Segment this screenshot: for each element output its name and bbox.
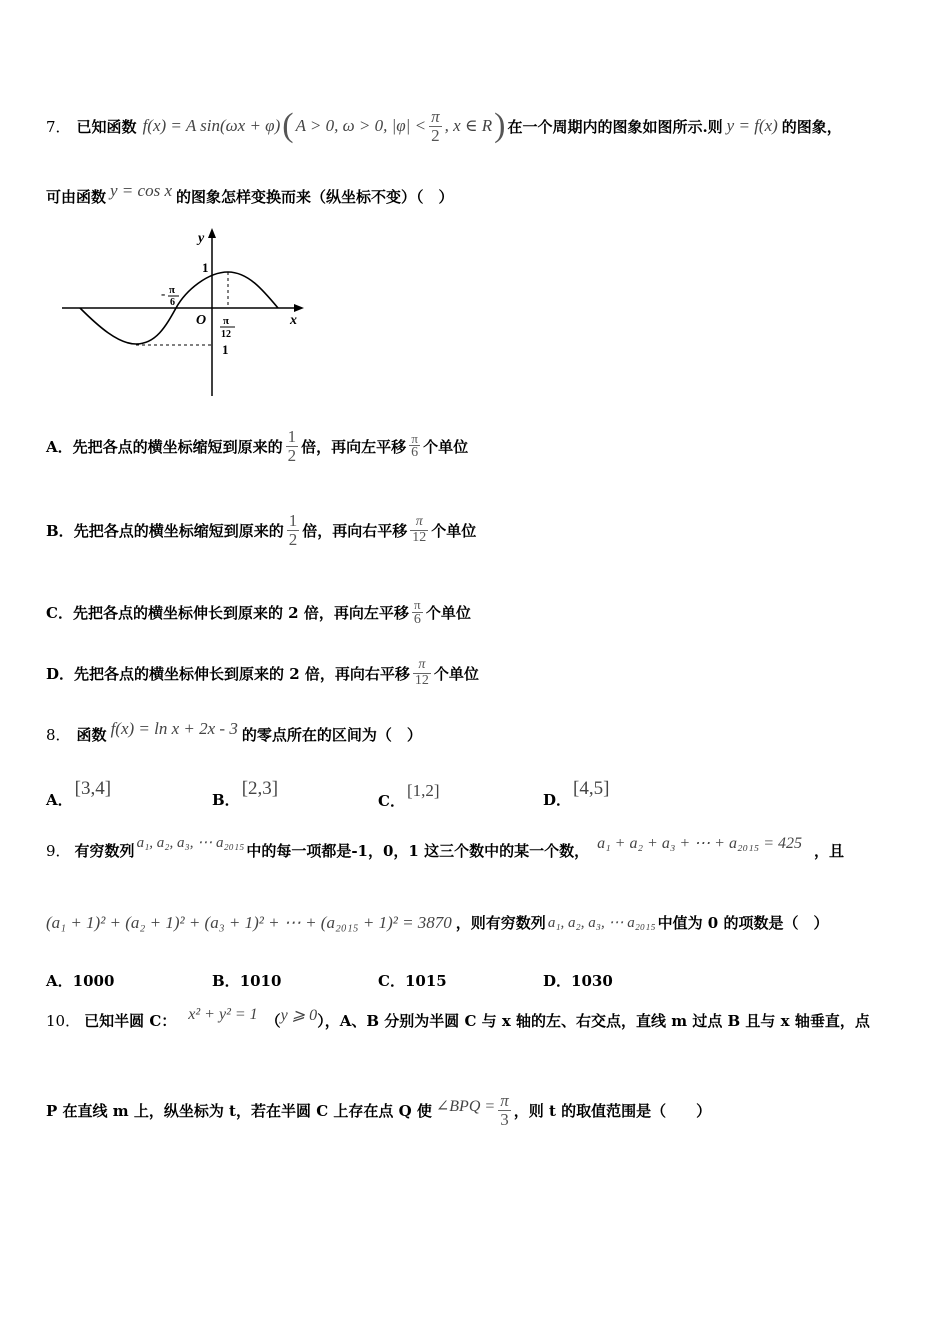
q7-option-b-label: B． (46, 521, 74, 540)
q7-option-c-snum: π (414, 597, 421, 612)
q10-number: 10． (46, 1012, 81, 1030)
q7-option-b[interactable] (46, 512, 476, 549)
q7-option-c-pre: 先把各点的横坐标伸长到原来的 2 倍，再向左平移 (72, 604, 409, 623)
q7-option-c-sden: 6 (413, 611, 421, 627)
y-arrow (208, 228, 216, 238)
q7-option-d-pre: 先把各点的横坐标伸长到原来的 2 倍，再向右平移 (74, 664, 410, 683)
q7-option-a-label: A． (46, 437, 73, 456)
q7-option-a[interactable] (46, 428, 468, 465)
q7-option-b-frac1 (287, 512, 300, 549)
q8-option-b-label: B． (212, 790, 240, 809)
q7-graph (58, 226, 308, 401)
q9-option-b-value: 1010 (239, 971, 282, 990)
q7-option-c-frac (412, 598, 423, 627)
q8-option-c[interactable] (378, 780, 440, 810)
q7-cond-frac-den: 2 (431, 125, 440, 145)
q9-mid: 中的每一项都是-1，0，1 这三个数中的某一个数， (246, 842, 590, 860)
q10-line2-start: P 在直线 m 上，纵坐标为 t，若在半圆 C 上存在点 Q 使 (46, 1101, 432, 1120)
q10-line2-end: ，则 t 的取值范围是（ ） (513, 1101, 712, 1120)
q8-option-c-label: C． (378, 792, 405, 810)
q7-cos-func: y = cos x (110, 180, 172, 200)
q7-option-b-pre: 先把各点的横坐标缩短到原来的 (73, 521, 284, 540)
q9-seq: a₁, a₂, a₃, ⋯ a₂₀₁₅ (136, 835, 245, 851)
graph-neg-sign: - (161, 286, 166, 301)
q10-angle-den: 3 (500, 1109, 509, 1129)
q7-option-c[interactable] (46, 598, 471, 627)
q9-seq2: a₁, a₂, a₃, ⋯ a₂₀₁₅ (547, 915, 656, 931)
q7-option-c-label: C． (46, 604, 73, 623)
q7-option-b-sden: 12 (412, 529, 427, 545)
q8-func: f(x) = ln x + 2x - 3 (110, 718, 238, 738)
q9-option-b[interactable] (212, 970, 281, 991)
q9-number: 9． (46, 842, 71, 860)
q8-option-b[interactable] (212, 778, 279, 809)
q10-angle-num: π (500, 1091, 509, 1110)
q8-intro: 函数 (76, 726, 107, 744)
q10-angle: ∠BPQ = (435, 1098, 496, 1116)
graph-x-label: x (290, 313, 297, 328)
graph-one-top: 1 (202, 260, 209, 275)
q9-option-c[interactable] (378, 970, 447, 991)
graph-neg-pi6-den: 6 (170, 297, 175, 308)
q7-option-d[interactable] (46, 658, 479, 688)
q10-circle: x² + y² = 1 (188, 1005, 258, 1023)
q7-option-a-post: 个单位 (423, 437, 469, 456)
q9-line2-mid: ，则有穷数列 (455, 914, 546, 932)
graph-neg-one: 1 (222, 342, 229, 357)
q9-option-c-value: 1015 (404, 971, 447, 990)
q8-option-c-value: [1,2] (406, 780, 440, 800)
q7-line1 (46, 108, 842, 145)
q9-intro: 有穷数列 (74, 842, 135, 860)
q7-open-paren: ( (282, 107, 294, 145)
graph-y-label: y (198, 231, 205, 246)
q7-option-a-fnum: 1 (287, 427, 297, 446)
q9-line2 (46, 912, 828, 933)
q9-option-c-label: C． (378, 972, 405, 990)
q8-option-d[interactable] (543, 778, 610, 809)
q7-option-b-post: 个单位 (431, 521, 477, 540)
q7-cond-tail: , x ∈ R (444, 116, 493, 136)
q7-option-a-fden: 2 (287, 445, 297, 465)
q10-cond-open: （ (265, 1012, 281, 1030)
q9-option-d[interactable] (543, 970, 613, 991)
q7-option-d-post: 个单位 (433, 664, 479, 683)
q7-option-a-mid: 倍，再向左平移 (301, 437, 407, 456)
q7-y-func: y = f(x) (726, 116, 778, 136)
graph-pi12-num: π (223, 315, 230, 327)
q9-line1 (46, 834, 845, 861)
q9-option-d-label: D． (543, 972, 572, 990)
q9-option-a-value: 1000 (72, 971, 115, 990)
q7-line2-start: 可由函数 (46, 188, 107, 206)
q8-option-a-label: A． (46, 790, 73, 809)
q10-intro: 已知半圆 C： (84, 1012, 177, 1030)
q8-option-a-value: [3,4] (74, 778, 112, 799)
q9-sq-sum: (a₁ + 1)² + (a₂ + 1)² + (a₃ + 1)² + ⋯ + (a₂₀₁₅ + 1)² = 3870 (46, 912, 452, 932)
q7-intro: 已知函数 (76, 117, 137, 136)
q8-end: 的零点所在的区间为（ ） (241, 726, 422, 744)
q7-line2-end: 的图象怎样变换而来（纵坐标不变）（ ） (176, 188, 454, 206)
q10-line1 (46, 1005, 870, 1031)
q7-option-c-post: 个单位 (425, 604, 471, 623)
q9-line2-end: 中值为 0 的项数是（ ） (657, 914, 829, 932)
graph-origin-label: O (196, 313, 207, 328)
q7-end-text: 的图象， (781, 117, 842, 136)
q8-option-b-value: [2,3] (241, 778, 279, 799)
q7-option-d-snum: π (418, 657, 426, 672)
q9-option-a-label: A． (46, 972, 73, 990)
q7-option-a-pre: 先把各点的横坐标缩短到原来的 (72, 437, 283, 456)
q9-option-b-label: B． (212, 972, 240, 990)
q7-number: 7． (46, 117, 71, 136)
q8-line (46, 718, 422, 745)
q7-option-d-sden: 12 (414, 672, 429, 688)
q7-close-paren: ) (494, 107, 506, 145)
q7-option-d-label: D． (46, 664, 75, 683)
q7-option-b-snum: π (415, 514, 423, 530)
q8-number: 8． (46, 726, 71, 744)
q7-line2 (46, 180, 454, 207)
q7-condition: A > 0, ω > 0, |φ| < (295, 116, 427, 136)
q8-option-d-value: [4,5] (573, 778, 610, 799)
q7-option-d-frac (413, 658, 431, 688)
q10-mid: ），A、B 分别为半圆 C 与 x 轴的左、右交点，直线 m 过点 B 且与 x 轴垂直，点 (317, 1012, 870, 1030)
graph-pi12-den: 12 (221, 329, 231, 340)
q9-option-d-value: 1030 (571, 971, 613, 990)
graph-neg-pi6-num: π (169, 284, 176, 296)
q7-option-b-frac2 (410, 515, 428, 545)
q10-cond: y ⩾ 0 (280, 1006, 318, 1024)
q10-line2 (46, 1092, 711, 1129)
q7-func-lhs: f(x) = A sin(ωx + φ) (142, 116, 281, 136)
q9-sum: a₁ + a₂ + a₃ + ⋯ + a₂₀₁₅ = 425 (597, 834, 803, 852)
q7-option-a-sden: 6 (411, 445, 419, 461)
q8-option-a[interactable] (46, 778, 112, 809)
q7-cond-frac-num: π (431, 107, 440, 126)
q7-option-b-fnum: 1 (288, 511, 298, 530)
q7-option-a-frac1 (286, 428, 299, 465)
x-arrow (294, 304, 304, 312)
q7-option-b-mid: 倍，再向右平移 (302, 521, 408, 540)
q8-option-d-label: D． (543, 790, 572, 809)
q9-option-a[interactable] (46, 970, 114, 991)
q7-mid-text: 在一个周期内的图象如图所示.则 (507, 117, 723, 136)
q7-cond-frac (429, 108, 442, 145)
q9-end: ，且 (814, 842, 845, 860)
q7-option-a-frac2 (409, 432, 420, 461)
q10-angle-frac (498, 1092, 511, 1129)
q7-option-b-fden: 2 (288, 529, 298, 549)
q7-option-a-snum: π (411, 430, 418, 446)
